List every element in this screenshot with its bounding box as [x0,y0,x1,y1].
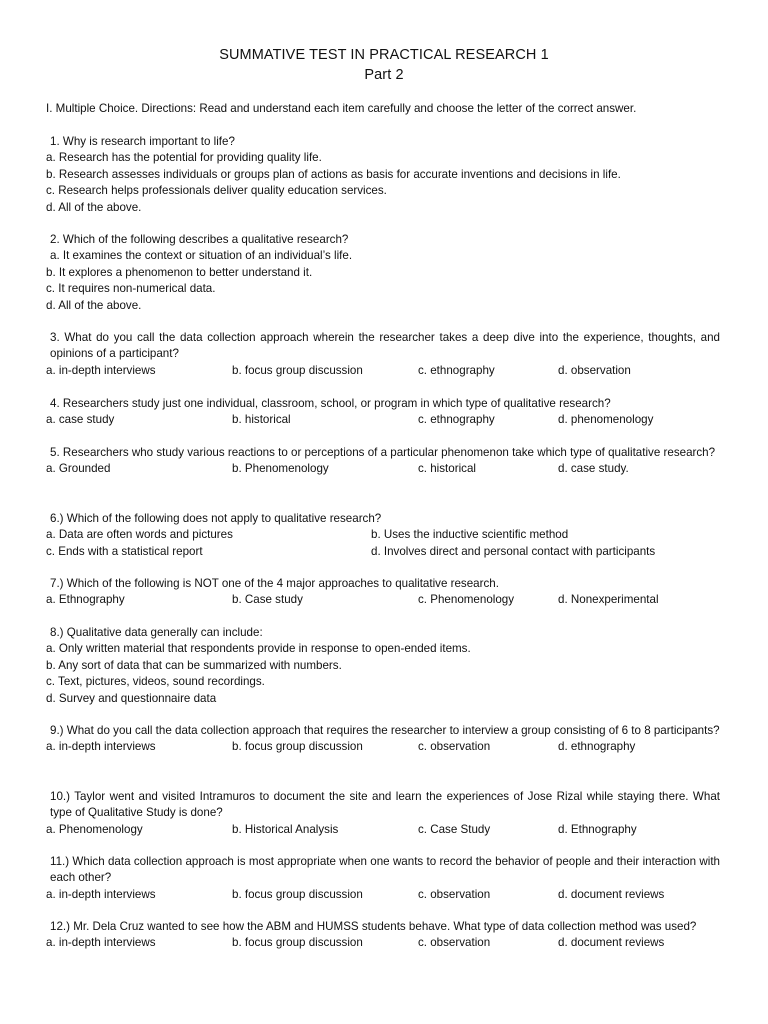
answer-option-b: b. It explores a phenomenon to better understand it. [46,265,313,279]
answer-option-d: d. Ethnography [558,822,637,836]
question-3 [46,330,720,379]
question-2 [46,232,720,314]
question-7 [46,576,720,609]
answer-option-b: b. Case study [232,593,303,607]
question-9 [46,723,720,756]
answer-option-a: a. case study [46,413,115,427]
answer-option-d: d. All of the above. [46,298,142,312]
answer-options [46,363,720,379]
answer-option-c: c. Case Study [418,822,491,836]
answer-option-c: c. It requires non-numerical data. [46,282,216,296]
answer-option-d: d. document reviews [558,887,665,901]
answer-option-d: d. ethnography [558,740,636,754]
question-stem: 5. Researchers who study various reactions to or perceptions of a particular phenomenon take which type of qualitative research? [50,446,716,459]
answer-options [46,822,720,838]
answer-option-a: a. Research has the potential for providing quality life. [46,151,322,165]
answer-option-a: a. Ethnography [46,593,125,607]
answer-options-row-2 [46,544,720,560]
question-stem: 7.) Which of the following is NOT one of the 4 major approaches to qualitative research. [50,577,499,590]
question-stem: 4. Researchers study just one individual, classroom, school, or program in which type of qualitative research? [50,397,611,410]
answer-option-a: a. in-depth interviews [46,936,156,950]
answer-option-d: d. phenomenology [558,413,654,427]
answer-option-b: b. focus group discussion [232,936,363,950]
question-10 [46,789,720,838]
answer-option-a: a. Only written material that respondents provide in response to open-ended items. [46,642,471,656]
answer-options [46,935,720,951]
question-12 [46,919,720,952]
answer-options [46,887,720,903]
answer-option-c: c. Text, pictures, videos, sound recordings. [46,675,265,689]
answer-option-c: c. Phenomenology [418,593,515,607]
question-stem: 11.) Which data collection approach is most appropriate when one wants to record the behavior of people and their interaction with each other? [50,855,720,885]
answer-option-a: a. in-depth interviews [46,363,156,377]
question-stem: 8.) Qualitative data generally can include: [50,626,263,639]
question-stem: 1. Why is research important to life? [50,135,235,148]
document-part: Part 2 [364,67,404,83]
answer-option-d: d. Survey and questionnaire data [46,691,217,705]
answer-option-d: d. All of the above. [46,200,142,214]
answer-options-row-1 [46,527,720,543]
question-11 [46,854,720,903]
answer-option-b: b. historical [232,413,291,427]
answer-options [46,461,720,477]
answer-option-d: d. observation [558,363,631,377]
answer-option-d: d. Involves direct and personal contact with participants [371,544,656,558]
answer-option-a: a. It examines the context or situation of an individual’s life. [50,249,353,263]
answer-option-a: a. Data are often words and pictures [46,528,233,542]
section-directions: I. Multiple Choice. Directions: Read and understand each item carefully and choose the letter of the correct answer. [46,102,637,115]
question-8 [46,625,720,707]
answer-option-c: c. ethnography [418,413,495,427]
answer-option-d: d. case study. [558,462,629,476]
answer-option-c: c. Ends with a statistical report [46,544,203,558]
answer-option-b: b. Historical Analysis [232,822,339,836]
answer-option-b: b. focus group discussion [232,740,363,754]
question-6 [46,511,720,560]
answer-option-c: c. ethnography [418,363,495,377]
answer-option-a: a. Phenomenology [46,822,143,836]
answer-option-a: a. in-depth interviews [46,887,156,901]
question-1 [46,134,720,216]
answer-option-a: a. Grounded [46,462,111,476]
question-stem: 6.) Which of the following does not apply to qualitative research? [50,512,382,525]
answer-option-b: b. Any sort of data that can be summarized with numbers. [46,658,342,672]
document-title: SUMMATIVE TEST IN PRACTICAL RESEARCH 1 [219,47,549,63]
answer-option-c: c. observation [418,887,491,901]
answer-option-b: b. focus group discussion [232,887,363,901]
question-stem: 9.) What do you call the data collection approach that requires the researcher to interview a group consisting of 6 to 8 participants? [50,724,720,737]
answer-options [46,739,720,755]
answer-option-b: b. Research assesses individuals or groups plan of actions as basis for accurate inventions and decisions in life. [46,167,621,181]
answer-option-c: c. Research helps professionals deliver quality education services. [46,184,387,198]
answer-option-d: d. document reviews [558,936,665,950]
question-stem: 10.) Taylor went and visited Intramuros to document the site and learn the experiences of Jose Rizal while staying there. What type of Qualitative Study is done? [50,790,720,820]
question-4 [46,396,720,429]
question-stem: 3. What do you call the data collection approach wherein the researcher takes a deep dive into the experience, thoughts, and opinions of a participant? [50,331,720,361]
answer-option-b: b. Uses the inductive scientific method [371,528,569,542]
answer-option-b: b. focus group discussion [232,363,363,377]
question-stem: 12.) Mr. Dela Cruz wanted to see how the ABM and HUMSS students behave. What type of data collection method was used? [50,920,697,933]
question-stem: 2. Which of the following describes a qualitative research? [50,233,349,246]
answer-options [46,592,720,608]
answer-option-b: b. Phenomenology [232,462,329,476]
answer-option-c: c. historical [418,462,476,476]
answer-options [46,412,720,428]
answer-option-c: c. observation [418,740,491,754]
answer-option-c: c. observation [418,936,491,950]
question-5 [46,445,720,478]
answer-option-a: a. in-depth interviews [46,740,156,754]
answer-option-d: d. Nonexperimental [558,593,659,607]
